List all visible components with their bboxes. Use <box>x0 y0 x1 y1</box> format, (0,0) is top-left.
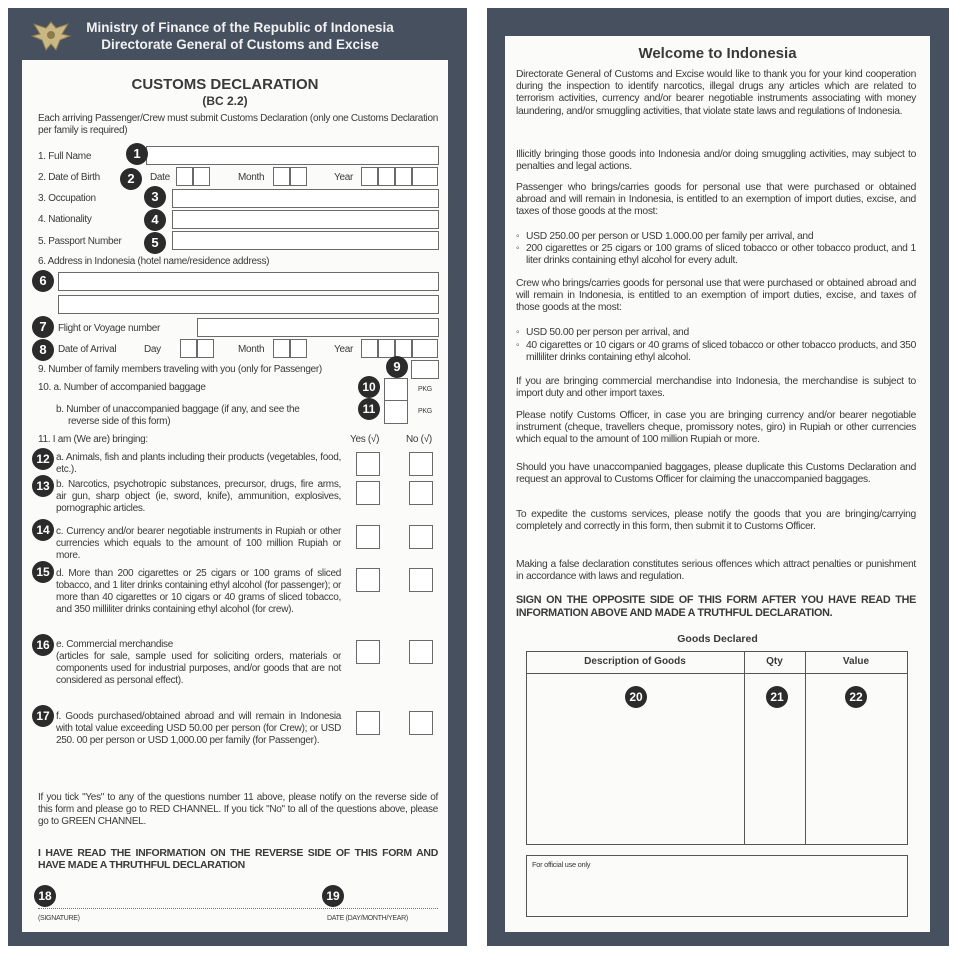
goods-declared-title: Goods Declared <box>677 633 758 645</box>
dob-year-label: Year <box>334 172 354 183</box>
bringing-label: 11. I am (We are) bringing: <box>38 434 148 445</box>
item-f-text: f. Goods purchased/obtained abroad and will remain in Indonesia with total value exceeding USD 50.00 per person (for Crew); or USD 250. 00 per person or USD 1,000.00 per family (for Passenger). <box>56 711 341 746</box>
callout-badge: 7 <box>32 316 54 338</box>
callout-badge: 19 <box>322 885 344 907</box>
dob-year-cell[interactable] <box>378 167 395 186</box>
dob-year-cell[interactable] <box>395 167 412 186</box>
address-field-line1[interactable] <box>58 272 439 291</box>
pkg-label: PKG <box>418 408 432 415</box>
arrival-year-cell[interactable] <box>412 339 438 358</box>
item-b-no-checkbox[interactable] <box>409 481 433 505</box>
welcome-paragraph: Should you have unaccompanied baggages, please duplicate this Customs Declaration and request an approval to Customs Officer for claiming the unaccompanied baggages. <box>516 462 916 486</box>
arrival-year-label: Year <box>334 344 354 355</box>
arrival-day-cell[interactable] <box>197 339 214 358</box>
item-b-text: b. Narcotics, psychotropic substances, precursor, drugs, fire arms, air gun, sharp object (ie, sword, knife), ammunition, explosives, pornographic articles. <box>56 479 341 514</box>
dob-year-cell[interactable] <box>361 167 378 186</box>
value-column-header: Value <box>842 656 870 667</box>
item-e-no-checkbox[interactable] <box>409 640 433 664</box>
dob-day-cell[interactable] <box>176 167 193 186</box>
full-name-field[interactable] <box>146 146 439 165</box>
nationality-field[interactable] <box>172 210 439 229</box>
callout-badge: 15 <box>32 561 54 583</box>
arrival-month-cell[interactable] <box>273 339 290 358</box>
welcome-paragraph: Crew who brings/carries goods for personal use that were purchased or obtained abroad and will remain in Indonesia, is entitled to an exemption of import duties, excise, and taxes of those goods at the most: <box>516 278 916 314</box>
welcome-paragraph: Passenger who brings/carries goods for personal use that were purchased or obtained abroad and will remain in Indonesia, is entitled to an exemption of import duties, excise, and taxes of those goods at the most: <box>516 182 916 218</box>
dob-month-label: Month <box>238 172 265 183</box>
arrival-year-cell[interactable] <box>378 339 395 358</box>
item-e-title: e. Commercial merchandise <box>56 639 173 650</box>
callout-badge: 5 <box>144 232 166 254</box>
description-column-header: Description of Goods <box>584 656 686 667</box>
passenger-allowance-item: USD 250.00 per person or USD 1.000.00 per family per arrival, and <box>526 231 814 242</box>
dob-date-label: Date <box>150 172 170 183</box>
arrival-month-label: Month <box>238 344 265 355</box>
arrival-month-cell[interactable] <box>290 339 307 358</box>
bullet-icon: ◦ <box>516 340 520 351</box>
welcome-paragraph: Making a false declaration constitutes serious offences which attract penalties or punishment in accordance with laws and regulation. <box>516 559 916 583</box>
family-members-label: 9. Number of family members traveling with you (only for Passenger) <box>38 364 322 375</box>
dob-label: 2. Date of Birth <box>38 172 100 183</box>
welcome-paragraph: To expedite the customs services, please notify the goods that you are bringing/carrying completely and correctly in this form, then submit it to Customs Officer. <box>516 509 916 533</box>
family-members-field[interactable] <box>411 360 439 379</box>
item-e-yes-checkbox[interactable] <box>356 640 380 664</box>
form-title: CUSTOMS DECLARATION <box>131 76 319 93</box>
item-c-text: c. Currency and/or bearer negotiable instruments in Rupiah or other currencies which equals to the amount of 100 million Rupiah or more. <box>56 526 341 561</box>
callout-badge: 8 <box>32 339 54 361</box>
qty-column-header: Qty <box>766 656 783 667</box>
item-a-yes-checkbox[interactable] <box>356 452 380 476</box>
nationality-label: 4. Nationality <box>38 214 92 225</box>
official-use-label: For official use only <box>532 860 591 869</box>
address-label: 6. Address in Indonesia (hotel name/residence address) <box>38 256 270 267</box>
dob-year-cell[interactable] <box>412 167 438 186</box>
unaccompanied-baggage-note: reverse side of this form) <box>68 416 171 427</box>
declaration-statement: I HAVE READ THE INFORMATION ON THE REVERSE SIDE OF THIS FORM AND HAVE MADE A THRUTHFUL DECLARATION <box>38 847 438 871</box>
callout-badge: 10 <box>358 376 380 398</box>
signature-label: (SIGNATURE) <box>38 915 80 922</box>
date-label: DATE (DAY/MONTH/YEAR) <box>327 915 408 922</box>
occupation-field[interactable] <box>172 189 439 208</box>
dob-month-cell[interactable] <box>273 167 290 186</box>
arrival-year-cell[interactable] <box>361 339 378 358</box>
item-d-text: d. More than 200 cigarettes or 25 cigars or 100 grams of sliced tobacco, and 1 liter drinks containing ethyl alcohol (for passenger); or more than 40 cigarettes or 10 cigars or 40 grams of sliced tobacco, and 350 milliliter drinks containing ethyl alcohol (for crew). <box>56 568 341 615</box>
callout-badge: 1 <box>126 143 148 165</box>
item-f-no-checkbox[interactable] <box>409 711 433 735</box>
arrival-day-label: Day <box>144 344 161 355</box>
callout-badge: 9 <box>386 356 408 378</box>
accompanied-baggage-label: 10. a. Number of accompanied baggage <box>38 382 206 393</box>
channel-notice: If you tick "Yes" to any of the questions number 11 above, please notify on the reverse side of this form and please go to RED CHANNEL. If you tick "No" to all of the questions above, please go to GREEN CHANNEL. <box>38 792 438 827</box>
sign-notice: SIGN ON THE OPPOSITE SIDE OF THIS FORM AFTER YOU HAVE READ THE INFORMATION ABOVE AND MADE A TRUTHFUL DECLARATION. <box>516 594 916 619</box>
garuda-emblem <box>30 18 72 54</box>
item-a-no-checkbox[interactable] <box>409 452 433 476</box>
bullet-icon: ◦ <box>516 327 520 338</box>
dob-month-cell[interactable] <box>290 167 307 186</box>
flight-field[interactable] <box>197 318 439 337</box>
callout-badge: 20 <box>625 686 647 708</box>
callout-badge: 16 <box>32 634 54 656</box>
full-name-label: 1. Full Name <box>38 151 92 162</box>
directorate-header: Directorate General of Customs and Excise <box>101 37 379 52</box>
arrival-label: Date of Arrival <box>58 344 117 355</box>
form-code: (BC 2.2) <box>202 94 248 108</box>
passport-field[interactable] <box>172 231 439 250</box>
no-column-header: No (√) <box>406 434 432 445</box>
signature-line <box>38 908 438 909</box>
passenger-allowance-item: 200 cigarettes or 25 cigars or 100 grams of sliced tobacco or other tobacco product, and 1 liter drinks containing ethyl alcohol for every adult. <box>526 243 916 267</box>
passport-label: 5. Passport Number <box>38 236 122 247</box>
item-e-text: (articles for sale, sample used for soliciting orders, materials or components used for industrial purposes, and/or goods that are not considered as personal effect). <box>56 651 341 686</box>
welcome-title: Welcome to Indonesia <box>638 45 797 62</box>
pkg-label: PKG <box>418 386 432 393</box>
callout-badge: 11 <box>358 398 380 420</box>
intro-text: Each arriving Passenger/Crew must submit Customs Declaration (only one Customs Declaration per family is required) <box>38 113 438 136</box>
item-c-yes-checkbox[interactable] <box>356 525 380 549</box>
bullet-icon: ◦ <box>516 231 520 242</box>
occupation-label: 3. Occupation <box>38 193 96 204</box>
unaccompanied-baggage-box[interactable] <box>384 400 408 424</box>
item-c-no-checkbox[interactable] <box>409 525 433 549</box>
callout-badge: 6 <box>32 270 54 292</box>
unaccompanied-baggage-label: b. Number of unaccompanied baggage (if any, and see the <box>56 404 300 415</box>
callout-badge: 18 <box>34 885 56 907</box>
crew-allowance-item: USD 50.00 per person per arrival, and <box>526 327 689 338</box>
callout-badge: 14 <box>32 519 54 541</box>
welcome-paragraph: If you are bringing commercial merchandise into Indonesia, the merchandise is subject to import duty and other import taxes. <box>516 376 916 400</box>
item-d-yes-checkbox[interactable] <box>356 568 380 592</box>
dob-day-cell[interactable] <box>193 167 210 186</box>
item-b-yes-checkbox[interactable] <box>356 481 380 505</box>
callout-badge: 21 <box>766 686 788 708</box>
callout-badge: 22 <box>845 686 867 708</box>
callout-badge: 3 <box>144 186 166 208</box>
ministry-header: Ministry of Finance of the Republic of Indonesia <box>86 20 394 35</box>
callout-badge: 4 <box>144 209 166 231</box>
yes-column-header: Yes (√) <box>350 434 380 445</box>
callout-badge: 13 <box>32 475 54 497</box>
callout-badge: 2 <box>120 168 142 190</box>
welcome-paragraph: Directorate General of Customs and Excise would like to thank you for your kind cooperation during the inspection to identify narcotics, illegal drugs any articles which are related to terrorism activities, currency and/or bearer negotiable instruments associating with money laundering, and/or smuggling activities, that violate state laws and regulations of Indonesia. <box>516 69 916 117</box>
callout-badge: 17 <box>32 705 54 727</box>
address-field-line2[interactable] <box>58 295 439 314</box>
callout-badge: 12 <box>32 448 54 470</box>
arrival-day-cell[interactable] <box>180 339 197 358</box>
item-d-no-checkbox[interactable] <box>409 568 433 592</box>
accompanied-baggage-box[interactable] <box>384 378 408 402</box>
item-f-yes-checkbox[interactable] <box>356 711 380 735</box>
flight-label: Flight or Voyage number <box>58 323 161 334</box>
bullet-icon: ◦ <box>516 243 520 254</box>
crew-allowance-item: 40 cigarettes or 10 cigars or 40 grams of sliced tobacco or other tobacco products, and 350 milliliter drinks containing ethyl alcohol. <box>526 340 916 364</box>
item-a-text: a. Animals, fish and plants including their products (vegetables, food, etc.). <box>56 452 341 475</box>
welcome-paragraph: Illicitly bringing those goods into Indonesia and/or doing smuggling activities, may subject to penalties and legal actions. <box>516 149 916 173</box>
welcome-paragraph: Please notify Customs Officer, in case you are bringing currency and/or bearer negotiable instrument (cheque, travellers cheque, promissory notes, giro) in Rupiah or other currencies which equal to the amount of 100 million Rupiah or more. <box>516 410 916 446</box>
